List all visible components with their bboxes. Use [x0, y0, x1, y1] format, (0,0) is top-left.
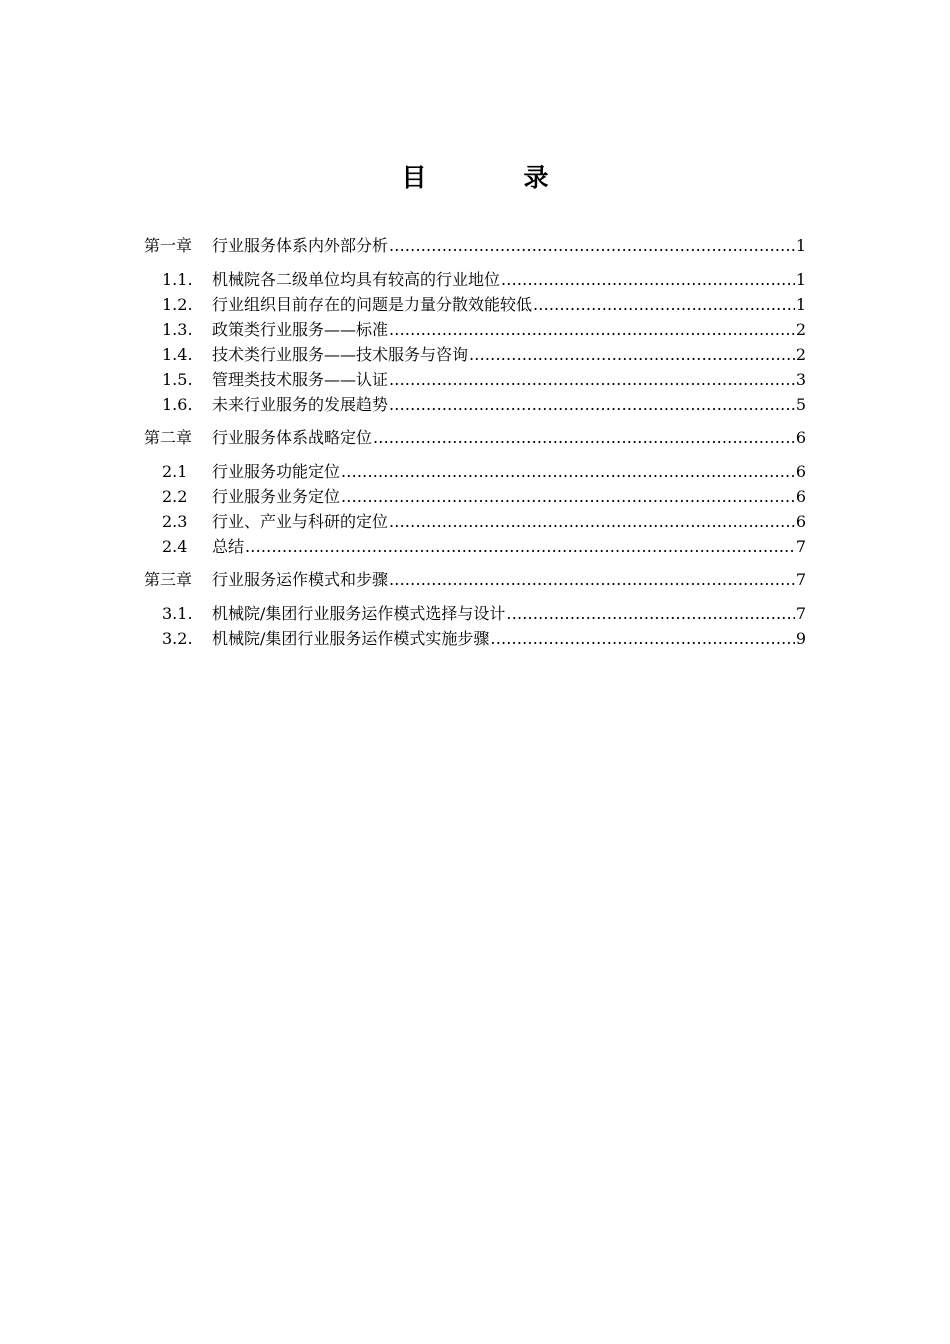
toc-entry-label: 机械院/集团行业服务运作模式实施步骤	[212, 629, 490, 648]
toc-entry-label: 机械院各二级单位均具有较高的行业地位	[212, 270, 501, 289]
toc-entry-number: 2.2	[162, 487, 188, 506]
dot-leader	[341, 459, 795, 484]
toc-entry-number: 1.5.	[162, 370, 193, 389]
toc-entry-page: 3	[795, 370, 806, 389]
toc-entry-chapter-1[interactable]	[144, 232, 806, 260]
dot-leader	[341, 484, 795, 509]
toc-entry-label: 行业服务体系战略定位	[212, 428, 373, 447]
toc-entry-page: 6	[795, 462, 806, 481]
dot-leader	[469, 342, 795, 367]
toc-entry-number: 1.1.	[162, 270, 193, 289]
toc-entry-section-1-4[interactable]	[144, 342, 806, 367]
toc-entry-section-2-4[interactable]	[144, 534, 806, 559]
toc-entry-page: 7	[795, 537, 806, 556]
dot-leader	[389, 317, 795, 342]
toc-entry-number: 2.4	[162, 537, 188, 556]
toc-entry-label: 总结	[212, 537, 245, 556]
toc-entry-page: 7	[795, 604, 806, 623]
dot-leader	[501, 267, 795, 292]
dot-leader	[373, 424, 795, 452]
toc-entry-page: 1	[795, 236, 806, 255]
toc-entry-label: 行业组织目前存在的问题是力量分散效能较低	[212, 295, 533, 314]
toc-entry-label: 行业、产业与科研的定位	[212, 512, 389, 531]
toc-entry-section-3-2[interactable]	[144, 626, 806, 651]
toc-entry-chapter-2[interactable]	[144, 424, 806, 452]
toc-entry-section-1-6[interactable]	[144, 392, 806, 417]
toc-entry-section-2-2[interactable]	[144, 484, 806, 509]
toc-entry-chapter-3[interactable]	[144, 566, 806, 594]
toc-entry-number: 2.1	[162, 462, 188, 481]
dot-leader	[389, 509, 795, 534]
toc-entry-number: 3.2.	[162, 629, 193, 648]
toc-entry-section-1-5[interactable]	[144, 367, 806, 392]
toc-entry-label: 行业服务运作模式和步骤	[212, 570, 389, 589]
toc-entry-number: 1.3.	[162, 320, 193, 339]
dot-leader	[490, 626, 794, 651]
toc-entry-number: 1.6.	[162, 395, 193, 414]
toc-entry-label: 管理类技术服务——认证	[212, 370, 389, 389]
toc-entry-page: 2	[795, 320, 806, 339]
toc-entry-label: 未来行业服务的发展趋势	[212, 395, 389, 414]
toc-entry-page: 1	[795, 270, 806, 289]
toc-entry-section-1-1[interactable]	[144, 267, 806, 292]
toc-entry-page: 1	[795, 295, 806, 314]
dot-leader	[389, 367, 795, 392]
dot-leader	[245, 534, 795, 559]
toc-entry-section-2-1[interactable]	[144, 459, 806, 484]
toc-entry-section-1-2[interactable]	[144, 292, 806, 317]
toc-entry-number: 1.4.	[162, 345, 193, 364]
toc-entry-label: 行业服务体系内外部分析	[212, 236, 389, 255]
dot-leader	[389, 566, 795, 594]
toc-entry-number: 2.3	[162, 512, 188, 531]
toc-entry-label: 行业服务业务定位	[212, 487, 341, 506]
toc-entry-section-1-3[interactable]	[144, 317, 806, 342]
toc-entry-page: 6	[795, 428, 806, 447]
table-of-contents	[144, 232, 806, 651]
toc-entry-label: 机械院/集团行业服务运作模式选择与设计	[212, 604, 506, 623]
toc-entry-number: 3.1.	[162, 604, 193, 623]
toc-entry-page: 2	[795, 345, 806, 364]
toc-entry-number: 1.2.	[162, 295, 193, 314]
toc-entry-page: 6	[795, 487, 806, 506]
dot-leader	[389, 392, 795, 417]
toc-entry-section-2-3[interactable]	[144, 509, 806, 534]
toc-entry-section-3-1[interactable]	[144, 601, 806, 626]
dot-leader	[506, 601, 794, 626]
toc-entry-page: 7	[795, 570, 806, 589]
toc-entry-page: 9	[795, 629, 806, 648]
toc-entry-label: 技术类行业服务——技术服务与咨询	[212, 345, 469, 364]
toc-entry-number: 第三章	[144, 570, 193, 589]
toc-entry-number: 第一章	[144, 236, 193, 255]
dot-leader	[389, 232, 795, 260]
toc-entry-page: 6	[795, 512, 806, 531]
dot-leader	[533, 292, 795, 317]
toc-entry-page: 5	[795, 395, 806, 414]
toc-title: 目 录	[401, 163, 585, 192]
toc-entry-number: 第二章	[144, 428, 193, 447]
toc-entry-label: 行业服务功能定位	[212, 462, 341, 481]
toc-entry-label: 政策类行业服务——标准	[212, 320, 389, 339]
